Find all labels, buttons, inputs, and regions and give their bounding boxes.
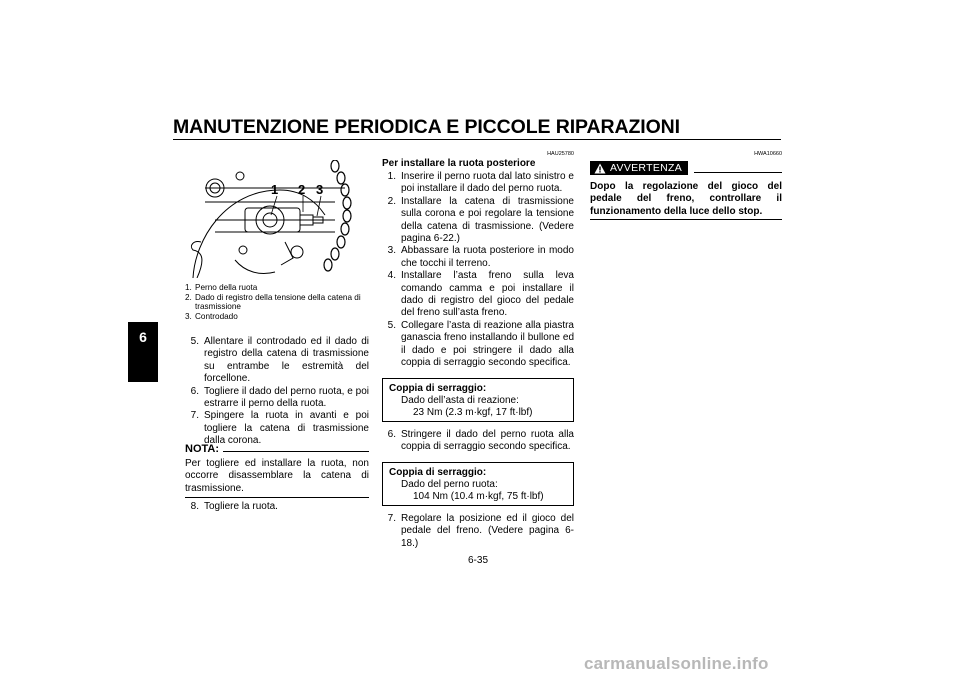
rear-axle-illustration [185, 160, 360, 278]
step-8 [185, 501, 369, 513]
list-item: 1. Inserire il perno ruota dal lato sinistro e poi installare il dado del perno ruota. [387, 171, 574, 195]
callout-2: 2 [298, 182, 306, 197]
note-bottom-rule [185, 497, 369, 498]
note-label: NOTA: [185, 443, 220, 455]
spec-value: 23 Nm (2.3 m·kgf, 17 ft·lbf) [413, 407, 533, 419]
spec-label: Coppia di serraggio: [389, 467, 487, 478]
figure-caption [185, 283, 369, 321]
list-item: 8. Togliere la ruota. [190, 501, 278, 512]
torque-spec-box [382, 462, 574, 506]
list-item: 4. Installare l’asta freno sulla leva comando camma e poi installare il dado di registro del gioco del pedale del freno sull’asta freno. [387, 270, 574, 319]
caption-item: 1. Perno della ruota [185, 283, 258, 292]
warning-bottom-rule [590, 219, 782, 220]
warning-label: AVVERTENZA [610, 162, 683, 174]
torque-spec-box [382, 378, 574, 422]
spec-label: Coppia di serraggio: [389, 383, 487, 394]
step-6 [382, 429, 574, 454]
callout-3: 3 [316, 182, 324, 197]
section-code: HAU25780 [547, 151, 574, 157]
list-item: 3. Abbassare la ruota posteriore in modo che tocchi il terreno. [387, 245, 574, 269]
warning-badge [590, 161, 688, 175]
list-item: 6. Stringere il dado del perno ruota alla coppia di serraggio secondo specifica. [387, 429, 574, 453]
chapter-number: 6 [139, 329, 147, 345]
list-item: 2. Installare la catena di trasmissione sulla corona e poi regolare la tensione della catena di trasmissione. (Vedere pagina 6-22.) [387, 195, 574, 245]
note-rule [223, 451, 369, 452]
callout-1: 1 [271, 182, 279, 197]
warning-code: HWA10660 [754, 151, 782, 157]
list-item: 6. Togliere il dado del perno ruota, e poi estrarre il perno della ruota. [190, 385, 369, 410]
spec-item: Dado del perno ruota: [401, 479, 498, 491]
warning-triangle-icon [594, 163, 606, 174]
list-item: 7. Spingere la ruota in avanti e poi togliere la catena di trasmissione dalla corona. [190, 410, 369, 447]
title-rule [173, 139, 781, 140]
spec-value: 104 Nm (10.4 m·kgf, 75 ft·lbf) [413, 491, 544, 503]
note-text: Per togliere ed installare la ruota, non occorre disassemblare la catena di trasmissione. [185, 458, 369, 494]
warning-header [590, 161, 782, 175]
section-heading: Per installare la ruota posteriore [382, 158, 536, 169]
warning-rule [694, 172, 782, 173]
warning-text: Dopo la regolazione del gioco del pedale del freno, controllare il funzionamento della luce dello stop. [590, 181, 782, 217]
list-item: 7. Regolare la posizione ed il gioco del pedale del freno. (Vedere pagina 6-18.) [387, 513, 574, 549]
steps-list-col1 [185, 336, 369, 448]
page-number: 6-35 [468, 555, 489, 566]
list-item: 5. Allentare il controdado ed il dado di registro della catena di trasmissione su entrambe le estremità del forcellone. [190, 336, 369, 385]
list-item: 5. Collegare l’asta di reazione alla piastra ganascia freno installando il bullone ed il dado e poi stringere il dado alla coppia di serraggio secondo specifica. [387, 319, 574, 369]
note-header [185, 443, 369, 455]
spec-item: Dado dell’asta di reazione: [401, 395, 519, 407]
step-7 [382, 513, 574, 550]
caption-item: 2. Dado di registro della tensione della catena di trasmissione [185, 292, 361, 312]
page-title: MANUTENZIONE PERIODICA E PICCOLE RIPARAZIONI [173, 116, 680, 138]
footer-watermark: carmanualsonline.info [584, 654, 769, 673]
caption-item: 3. Controdado [185, 311, 238, 321]
steps-list-col2 [382, 171, 574, 370]
chapter-tab [128, 322, 158, 382]
